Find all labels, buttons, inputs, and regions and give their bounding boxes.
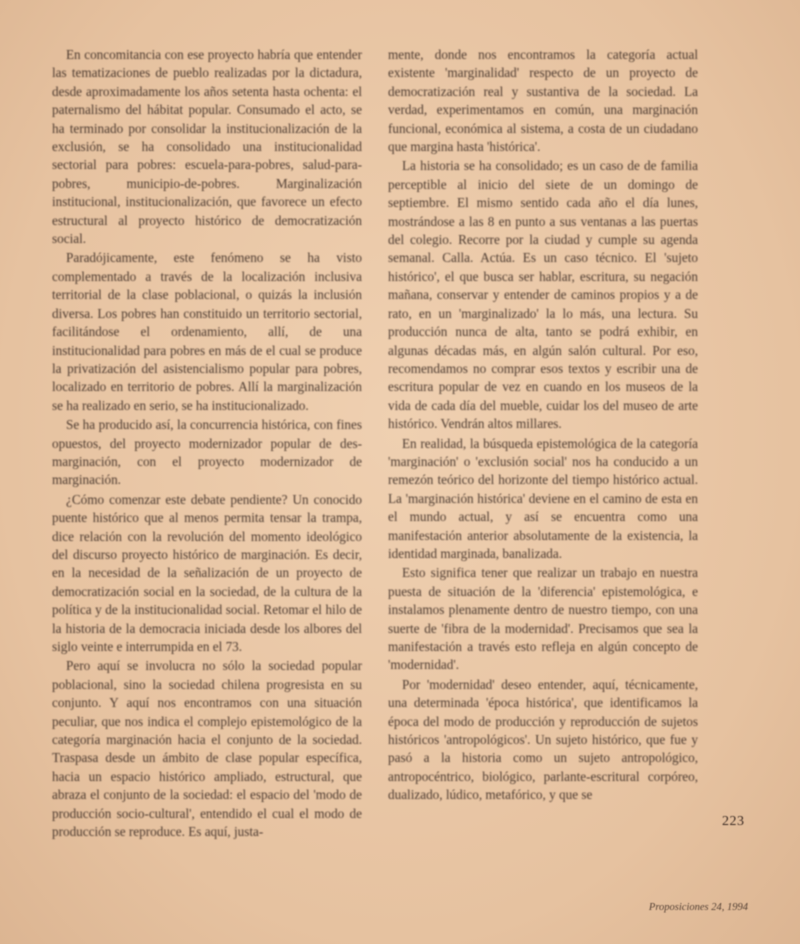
paragraph: La historia se ha consolidado; es un caso de de familia perceptible al inicio del siete de un domingo de septiembre. El mismo sentido cada año el día lunes, mostrándose a las 8 en punto a sus ventanas a las puertas del colegio. Recorre por la ciudad y cumple su agenda semanal. Calla. Actúa. Es un caso técnico. El 'sujeto histórico', el que busca ser hablar, escritura, su negación mañana, conservar y entender de caminos propios y a de rato, en un 'marginalizado' la lo más, una lectura. Su producción nunca de alta, tanto se podrá exhibir, en algunas décadas más, en algún salón cultural. Por eso, recomendamos no comprar esos textos y escribir una de escritura popular de vez en cuando en los museos de la vida de cada día del mueble, cuidar los del museo de arte histórico. Vendrán altos millares. [388,158,698,432]
paragraph: En concomitancia con ese proyecto habría que entender las tematizaciones de pueblo realizadas por la dictadura, desde aproximadamente los años setenta hasta ochenta: el paternalismo del hábitat popular. Consumado el acto, se ha terminado por consolidar la institucionalización de la exclusión, se ha consolidado una institucionalidad sectorial para pobres: escuela-para-pobres, salud-para-pobres, municipio-de-pobres. Marginalización institucional, institucionalización, que favorece un efecto estructural al proyecto histórico de democratización social. [52,47,362,247]
paragraph: Pero aquí se involucra no sólo la sociedad popular poblacional, sino la sociedad chilena progresista en su conjunto. Y aquí nos encontramos con una situación peculiar, que nos indica el complejo epistemológico de la categoría marginación hacia el conjunto de la sociedad. Traspasa desde un ámbito de clase popular específica, hacia un espacio histórico ampliado, estructural, que abraza el conjunto de la sociedad: el espacio del 'modo de producción socio-cultural', entendido el cual el modo de producción se reproduce. Es aquí, justa- [52,658,362,840]
paragraph: Paradójicamente, este fenómeno se ha visto complementado a través de la localización inclusiva territorial de la clase poblacional, o quizás la inclusión diversa. Los pobres han constituido un territorio sectorial, facilitándose el ordenamiento, allí, de una institucionalidad para pobres en más de el cual se produce la privatización del asistencialismo popular para pobres, localizado en territorio de pobres. Allí la marginalización se ha realizado en serio, se ha institucionalizado. [52,250,362,413]
paragraph: mente, donde nos encontramos la categoría actual existente 'marginalidad' respecto de un proyecto de democratización real y sustantiva de la sociedad. La verdad, experimentamos en común, una marginación funcional, económica al sistema, a costa de un ciudadano que margina hasta 'histórica'. [388,47,698,155]
paragraph: ¿Cómo comenzar este debate pendiente? Un conocido puente histórico que al menos permita tensar la trampa, dice relación con la revolución del momento ideológico del discurso proyecto histórico de marginación. Es decir, en la necesidad de la señalización de un proyecto de democratización social en la sociedad, de la cultura de la política y de la institucionalidad social. Retomar el hilo de la historia de la democracia iniciada desde los albores del siglo veinte e interrumpida en el 73. [52,491,362,654]
paragraph: Por 'modernidad' deseo entender, aquí, técnicamente, una determinada 'época histórica', que identificamos la época del modo de producción y reproducción de sujetos históricos 'antropológicos'. Un sujeto histórico, que fue y pasó a la historia como un sujeto antropológico, antropocéntrico, biológico, parlante-escritural corpóreo, dualizado, lúdico, metafórico, y que se [388,676,698,803]
left-column [52,46,362,841]
paragraph: Se ha producido así, la concurrencia histórica, con fines opuestos, del proyecto modernizador popular de des-marginación, con el proyecto modernizador de marginación. [52,417,362,488]
paragraph: En realidad, la búsqueda epistemológica de la categoría 'marginación' o 'exclusión social' nos ha conducido a un remezón teórico del horizonte del tiempo histórico actual. La 'marginación histórica' deviene en el camino de esta en el mundo actual, y así se encuentra como una manifestación anterior absolutamente de la existencia, la identidad marginada, banalizada. [388,435,698,561]
footer-citation: Proposiciones 24, 1994 [648,902,748,913]
right-column [388,46,698,805]
paragraph: Esto significa tener que realizar un trabajo en nuestra puesta de situación de la 'diferencia' epistemológica, e instalamos plenamente dentro de nuestro tiempo, con una suerte de 'fibra de la modernidad'. Precisamos que sea la manifestación a través esto refleja en algún concepto de 'modernidad'. [388,565,698,673]
page-number: 223 [722,814,745,829]
